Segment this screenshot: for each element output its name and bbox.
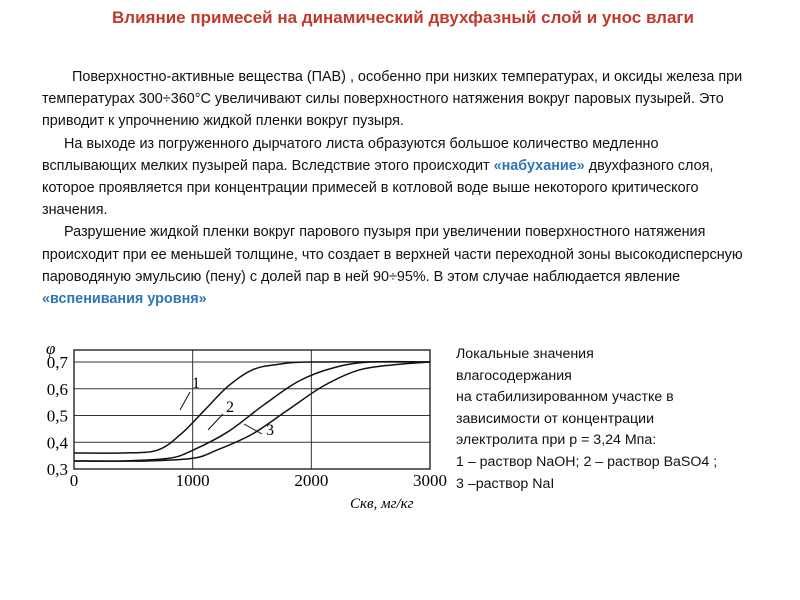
series-label-1: 1 xyxy=(192,375,200,392)
x-tick-0: 0 xyxy=(69,471,79,490)
highlight-swelling: «набухание» xyxy=(493,157,585,174)
plot-frame xyxy=(74,350,430,469)
y-tick-0: 0,3 xyxy=(46,460,68,479)
paragraph-3-start: Разрушение жидкой пленки вокруг парового пузыря при увеличении поверхностного натяжения происходит при ее меньшей толщине, что создает в верхней части переходной зоны высокодисперсную пароводяную эмульсию (пену) с долей пар в ней 90÷95%. В этом случае наблюдается явление xyxy=(42,224,743,285)
y-tick-2: 0,5 xyxy=(46,406,68,426)
series-line-3 xyxy=(74,362,430,461)
paragraph-1: Поверхностно-активные вещества (ПАВ) , особенно при низких температурах, и оксиды железа при температурах 300÷360°С увеличивают силы поверхностного натяжения вокруг паровых пузырей. Это приводит к упрочнению жидкой пленки вокруг пузыря. xyxy=(42,69,743,130)
paragraph-2 xyxy=(42,133,757,222)
caption-line-2: влагосодержания xyxy=(456,367,572,384)
series-leader-2 xyxy=(208,414,223,430)
caption-line-5: электролита при р = 3,24 Мпа: xyxy=(456,432,657,449)
y-tick-4: 0,7 xyxy=(46,353,68,373)
series-line-1 xyxy=(74,362,430,453)
y-axis-label: φ xyxy=(46,339,56,358)
x-tick-labels xyxy=(70,471,447,490)
caption-line-7: 3 –раствор NaI xyxy=(456,475,555,492)
series-label-3: 3 xyxy=(266,422,274,439)
caption-line-3: на стабилизированном участке в xyxy=(456,389,674,406)
x-tick-1: 1000 xyxy=(175,471,210,490)
page-title: Влияние примесей на динамический двухфазный слой и унос влаги xyxy=(112,8,694,27)
series-lines xyxy=(74,362,430,462)
caption-line-4: зависимости от концентрации xyxy=(456,410,655,427)
x-axis-label: Cкв, мг/кг xyxy=(350,496,414,512)
y-tick-1: 0,4 xyxy=(46,433,68,453)
body-text xyxy=(42,66,757,338)
paragraph-2-end: двухфазного слоя, которое проявляется при концентрации примесей в котловой воде выше некоторого критического значения. xyxy=(42,157,714,219)
gridlines xyxy=(74,350,430,469)
caption-line-6: 1 – раствор NaOH; 2 – раствор BaSO4 ; xyxy=(456,453,718,470)
paragraph-3 xyxy=(42,221,757,310)
y-tick-labels xyxy=(47,353,69,479)
moisture-chart xyxy=(30,336,450,526)
figure-caption xyxy=(456,344,756,495)
series-line-2 xyxy=(74,362,430,462)
paragraph-2-start: На выходе из погруженного дырчатого листа образуются большое количество медленно всплывающих мелких пузырей пара. Вследствие этого происходит xyxy=(42,135,659,174)
caption-line-1: Локальные значения xyxy=(456,346,594,362)
series-leader-1 xyxy=(180,392,190,410)
series-label-2: 2 xyxy=(226,399,234,416)
x-tick-3: 3000 xyxy=(413,471,447,490)
x-tick-2: 2000 xyxy=(294,471,329,490)
highlight-foaming: «вспенивания уровня» xyxy=(42,291,207,308)
y-tick-3: 0,6 xyxy=(46,379,68,399)
